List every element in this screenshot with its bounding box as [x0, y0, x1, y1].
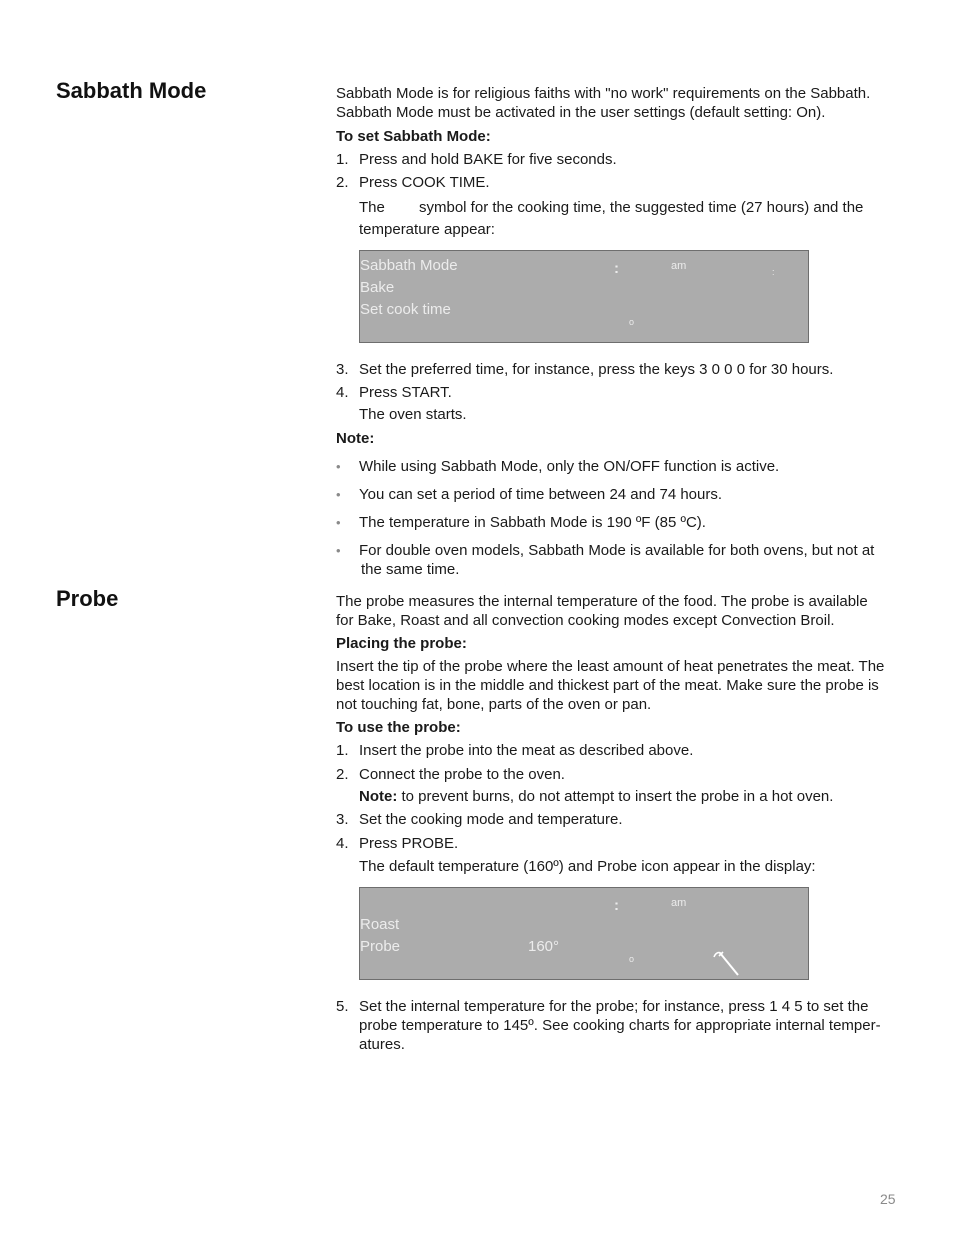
note-bullet-3: • — [336, 515, 341, 530]
probe-intro-line-1: The probe measures the internal temperature of the food. The probe is available — [336, 593, 868, 610]
probe-step-2-text: Connect the probe to the oven. — [359, 766, 565, 783]
sabbath-step-1-text: Press and hold BAKE for five seconds. — [359, 151, 617, 168]
note-bullet-2: • — [336, 487, 341, 502]
placing-line-3: not touching fat, bone, parts of the oven or pan. — [336, 696, 652, 713]
display-probe-temperature: 160° — [528, 938, 560, 955]
probe-step-3-number: 3. — [336, 811, 349, 828]
sabbath-step-2-number: 2. — [336, 174, 349, 191]
placing-line-2: best location is in the middle and thickest part of the meat. Make sure the probe is — [336, 677, 879, 694]
display-clock-colon: : — [614, 897, 619, 914]
oven-display-probe — [359, 887, 809, 980]
step-2-detail-cont: temperature appear: — [359, 221, 495, 238]
placing-line-1: Insert the tip of the probe where the least amount of heat penetrates the meat. The — [336, 658, 885, 675]
sabbath-step-4-text: Press START. — [359, 384, 452, 401]
display-am-indicator: am — [671, 260, 687, 272]
note-item-3: The temperature in Sabbath Mode is 190 ºF (85 ºC). — [359, 514, 706, 531]
step-2-detail-the: The — [359, 199, 385, 216]
display-line-probe: Probe — [360, 938, 401, 955]
sabbath-intro-line-1: Sabbath Mode is for religious faiths with "no work" requirements on the Sabbath. — [336, 85, 871, 102]
display-clock-colon: : — [614, 260, 619, 277]
note-heading: Note: — [336, 430, 375, 447]
probe-step-4-text: Press PROBE. — [359, 835, 459, 852]
note-item-2: You can set a period of time between 24 and 74 hours. — [359, 486, 723, 503]
section-heading-sabbath-mode: Sabbath Mode — [56, 78, 207, 103]
probe-step-2-note-label: Note: — [359, 788, 398, 805]
probe-intro-line-2: for Bake, Roast and all convection cooking modes except Convection Broil. — [336, 612, 835, 629]
display-degree-symbol: o — [629, 317, 635, 327]
sabbath-intro-line-2: Sabbath Mode must be activated in the user settings (default setting: On). — [336, 104, 826, 121]
note-bullet-1: • — [336, 459, 341, 474]
probe-step-1-text: Insert the probe into the meat as described above. — [359, 742, 694, 759]
probe-step-5-line-2: probe temperature to 145º. See cooking charts for appropriate internal temper- — [359, 1017, 881, 1034]
probe-step-3-text: Set the cooking mode and temperature. — [359, 811, 623, 828]
display-line-roast: Roast — [360, 916, 400, 933]
note-item-4: For double oven models, Sabbath Mode is available for both ovens, but not at — [359, 542, 875, 559]
use-probe-heading: To use the probe: — [336, 719, 461, 736]
oven-display-sabbath — [359, 250, 809, 343]
probe-step-2-number: 2. — [336, 766, 349, 783]
probe-step-5-number: 5. — [336, 998, 349, 1015]
sabbath-step-3-text: Set the preferred time, for instance, press the keys 3 0 0 0 for 30 hours. — [359, 361, 834, 378]
probe-icon — [710, 948, 742, 978]
step-2-detail-text: symbol for the cooking time, the suggested time (27 hours) and the — [419, 199, 864, 216]
sabbath-step-1-number: 1. — [336, 151, 349, 168]
section-heading-probe: Probe — [56, 586, 119, 611]
sabbath-step-3-number: 3. — [336, 361, 349, 378]
display-line-bake: Bake — [360, 279, 395, 296]
note-item-4-cont: the same time. — [361, 561, 460, 578]
display-line-sabbath-mode: Sabbath Mode — [360, 257, 458, 274]
note-item-1: While using Sabbath Mode, only the ON/OFF function is active. — [359, 458, 780, 475]
probe-step-4-number: 4. — [336, 835, 349, 852]
step-4-detail: The oven starts. — [359, 406, 467, 423]
sabbath-step-4-number: 4. — [336, 384, 349, 401]
note-bullet-4: • — [336, 543, 341, 558]
set-sabbath-heading: To set Sabbath Mode: — [336, 128, 491, 145]
probe-step-5-line-3: atures. — [359, 1036, 405, 1053]
placing-probe-heading: Placing the probe: — [336, 635, 467, 652]
display-small-colon: : — [772, 267, 775, 277]
probe-step-5-text: Set the internal temperature for the probe; for instance, press 1 4 5 to set the — [359, 998, 869, 1015]
probe-step-1-number: 1. — [336, 742, 349, 759]
probe-step-2-note — [359, 787, 904, 806]
page-number: 25 — [880, 1191, 896, 1207]
display-am-indicator: am — [671, 897, 687, 909]
display-degree-symbol: o — [629, 954, 635, 964]
probe-step-2-note-text: to prevent burns, do not attempt to insert the probe in a hot oven. — [397, 788, 834, 805]
display-line-set-cook-time: Set cook time — [360, 301, 451, 318]
probe-step-4-detail: The default temperature (160º) and Probe icon appear in the display: — [359, 858, 816, 875]
sabbath-step-2-text: Press COOK TIME. — [359, 174, 490, 191]
